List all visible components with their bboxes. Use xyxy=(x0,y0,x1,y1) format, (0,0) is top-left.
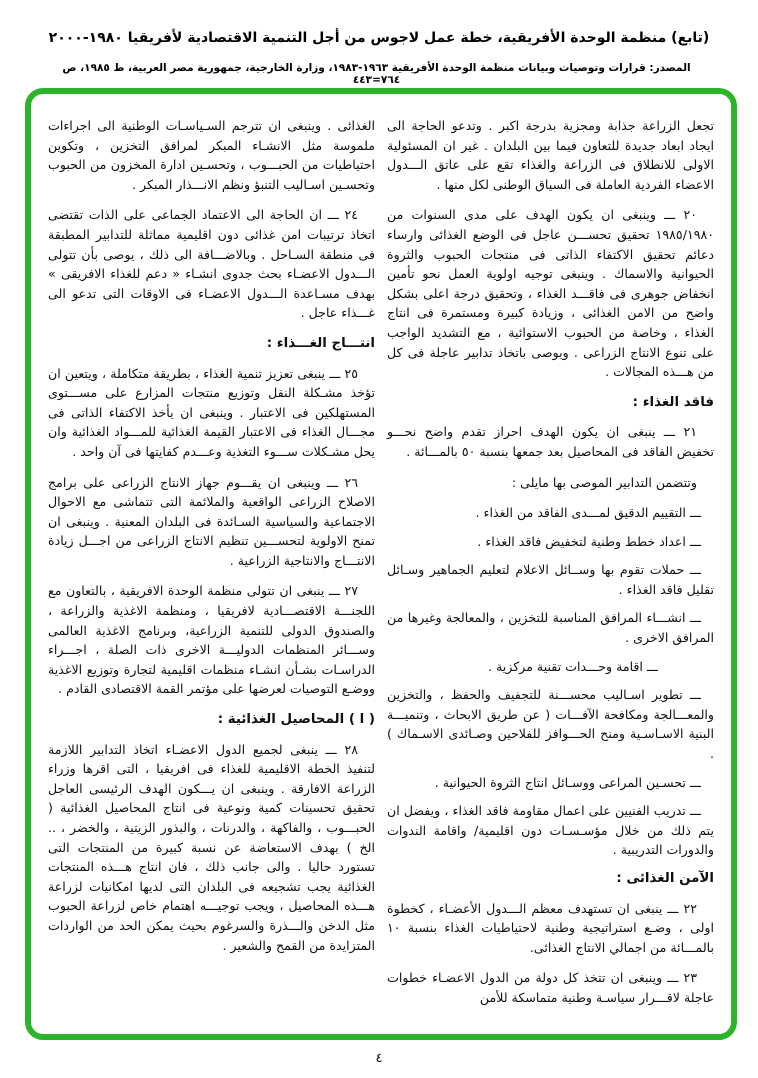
section-heading-food-crops: ( ا ) المحاصيل الغذائية : xyxy=(217,712,375,728)
list-item: ـــ تحسـين المراعى ووسـائل انتاج الثروة الحيوانية . xyxy=(434,774,701,790)
section-heading-food-production: انتـــاج الغـــذاء : xyxy=(266,335,375,351)
paragraph-21: ٢١ ـــ ينبغى ان يكون الهدف احراز تقدم واضح نحـــو تخفيض الفاقد فى المحاصيل بعد جمعها بنسبة ٥٠ بالمـــائة . xyxy=(387,424,714,459)
paragraph: تجعل الزراعة جذابة ومجزية بدرجة اكبر . وتدعو الحاجة الى ايجاد ابعاد جديدة للتعاون فيما بين البلدان . غير ان المسئولية الاولى للانطلاق فى الزراعة والغذاء تقع على عاتق الـــدول الاعضاء الفردية العاملة فى السياق الوطنى لكل منها . xyxy=(387,118,714,192)
source-line: المصدر: قرارات وتوصيات وبيانات منظمة الوحدة الأفريقية ١٩٦٣-١٩٨٣، وزارة الخارجية، جمهورية مصر العربية، ط ١٩٨٥، ص ٧٦٤=٤٤٣ xyxy=(62,62,691,86)
paragraph-28: ٢٨ ـــ ينبغى لجميع الدول الاعضـاء اتخاذ التدابير اللازمة لتنفيذ الخطة الاقليمية للغذاء فى افريقيا ، التى اقرها وزراء الزراعة الافارقة . وينبغى ان يـــكون الهدف الرئيسى العاجل تحقيق تحسينات كمية ونوعية فى انتاج المحاصيل الغذائية ( الحبـــوب ، والفاكهة ، والدرنات ، والبذور الزيتية ، والخضر ، .. الخ ) بهدف الاستعاضة عن نسبة كبيرة من المنتجات التى تستورد حاليا . والى جانب ذلك ، فان انتاج هـــذه المنتجات الغذائية يجب تشجيعه فى البلدان التى لديها امكانيات لزراعة هـــذه المحاصيل ، ويجب توجيـــه اهتمام خاص لزراعة الحبوب مثل الدخن والـــذرة والسرغوم بحيث يمكن الحد من الواردات المتزايدة من القمح والشعير . xyxy=(48,741,375,953)
page-number: ٤ xyxy=(375,1051,383,1066)
paragraph-27: ٢٧ ـــ ينبغى ان تتولى منظمة الوحدة الافريقية ، بالتعاون مع اللجنـــة الاقتصـــادية لافريقيا ، ومنظمة الاغذية والزراعة ، والصندوق الدولى للتنمية الزراعية، وبرنامج الاغذية العالمى وســـائر المنظمات الدوليـــة الاخرى ذات الصلة ، اجـــراء الدراسـات بشـأن انشـاء منظمات اقليمية لتجارة وتوزيع الاغذية ووضـع التوصيات لعرضها على مؤتمر القمة الاقتصادى القادم . xyxy=(48,583,375,697)
list-item: ـــ تطوير اسـاليب محســـنة للتجفيف والحفظ ، والتخزين والمعـــالجة ومكافحة الآفـــات ( عن طريق الابحاث ، وتنميـــة البنية الاسـاسـية ومنح الحـــوافز للفلاحين وصـائدى الاسـماك ) . xyxy=(387,687,714,762)
list-item: ـــ حملات تقوم بها وســائل الاعلام لتعليم الجماهير وسـائل تقليل فاقد الغذاء . xyxy=(387,562,714,597)
section-heading-food-loss: فاقد الغذاء : xyxy=(632,394,714,410)
two-column-layout xyxy=(48,116,714,1026)
paragraph-23: ٢٣ ـــ وينبغى ان تتخذ كل دولة من الدول الاعضـاء خطوات عاجلة لاقـــرار سياسـة وطنية متماسكة للأمن xyxy=(387,970,714,1005)
paragraph-26: ٢٦ ـــ وينبغى ان يقـــوم جهاز الانتاج الزراعى على برامج الاصلاح الزراعى الواقعية والملائمة التى تتماشى مع الاحوال الاجتماعية والسياسية السـائدة فى البلدان المعنية . وينبغى ان تمنح الاولوية لتحســـين تنظيم الانتاج الزراعى من اجـــل زيادة الانتـــاج والانتاجية الزراعية . xyxy=(48,474,375,568)
document-title: (تابع) منظمة الوحدة الأفريقية، خطة عمل لاجوس من أجل التنمية الاقتصادية لأفريقيا ١٩٨٠-٢٠٠٠ xyxy=(48,30,710,46)
column-left xyxy=(48,116,375,1026)
list-item: ـــ التقييم الدقيق لمـــدى الفاقد من الغذاء . xyxy=(475,505,701,521)
column-right xyxy=(387,116,714,1026)
paragraph-25: ٢٥ ـــ ينبغى تعزيز تنمية الغذاء ، بطريقة متكاملة ، ويتعين ان تؤخذ مشـكلة النقل وتوزيع منتجات المزارع على مســـتوى المستهلكين فى الاعتبار . وينبغى ان يأخذ الاكتفاء الذاتى فى مجـــال الغذاء فى الاعتبار القيمة الغذائية للمـــواد الغذائية وان يحل مشـكلات ســـوء التغذية وعـــدم كفايتها فى آن واحد . xyxy=(48,365,375,459)
list-item: ـــ اقامة وحـــدات تقنية مركزية . xyxy=(488,658,658,674)
section-heading-food-security: الآمن الغذائى : xyxy=(616,871,714,886)
content-frame xyxy=(25,88,737,1040)
paragraph-22: ٢٢ ـــ ينبغى ان تستهدف معظم الـــدول الأعضـاء ، كخطوة اولى ، وضـع استراتيجية وطنية لاحتياطيات الغذاء بنسبة ١٠ بالمـــائة من اجمالي الانتاج الغذائى. xyxy=(387,900,714,955)
paragraph: الغذائى . وينبغى ان تترجم السـياسـات الوطنية الى اجراءات ملموسة مثل الانشـاء المبكر لمرافق التخزين ، وتكوين احتياطيات من الحبـــوب ، وتحسـين ادارة المخزون من الحبوب وتحسـين اسـاليب التنبؤ ونظم الانـــذار المبكر . xyxy=(48,118,375,192)
measures-intro: وتتضمن التدابير الموصى بها مايلى : xyxy=(511,474,697,490)
list-item: ـــ تدريب الفنيين على اعمال مقاومة فاقد الغذاء ، ويفضل ان يتم ذلك من خلال مؤسـسـات دون اقليمية/ واقامة الندوات والدورات التدريبية . xyxy=(387,803,714,858)
paragraph-20: ٢٠ ـــ وينبغى ان يكون الهدف على مدى السنوات من ١٩٨٥/١٩٨٠ تحقيق تحســـن عاجل فى الوضع الغذائى وارساء دعائم تحقيق الاكتفاء الذاتى فى منتجات الحبوب والثروة الحيوانية والاسماك . وينبغى توجيه اولوية العمل نحو تأمين انخفاض جوهرى فى فاقـــد الغذاء ، وتحقيق درجة اعلى بشكل واضح من الامن الغذائى ، وزيادة كبيرة ومستمرة فى انتاج الغذاء ، وخاصة من الحبوب الاستوائية ، مع التشديد الواجب على تنوع الانتاج الزراعى . ويوصى باتخاذ تدابير عاجلة فى كل من هـــذه المجالات . xyxy=(387,207,714,380)
paragraph-24: ٢٤ ـــ ان الحاجة الى الاعتماد الجماعى على الذات تقتضى اتخاذ ترتيبات امن غذائى دون اقليمية مماثلة للتدابير المطبقة فى منطقة السـاحل . وبالاضـــافة الى ذلك ، يوصى بأن تتولى الـــدول الاعضـاء بحث جدوى انشـاء « دعم للغذاء الافريقى » بهدف مسـاعدة الـــدول الاعضـاء فى الاوقات التى تدعو الى غـــذاء عاجل . xyxy=(48,207,375,321)
list-item: ـــ انشـــاء المرافق المناسبة للتخزين ، والمعالجة وغيرها من المرافق الاخرى . xyxy=(387,610,714,646)
list-item: ـــ اعداد خطط وطنية لتخفيض فاقد الغذاء . xyxy=(477,533,701,549)
